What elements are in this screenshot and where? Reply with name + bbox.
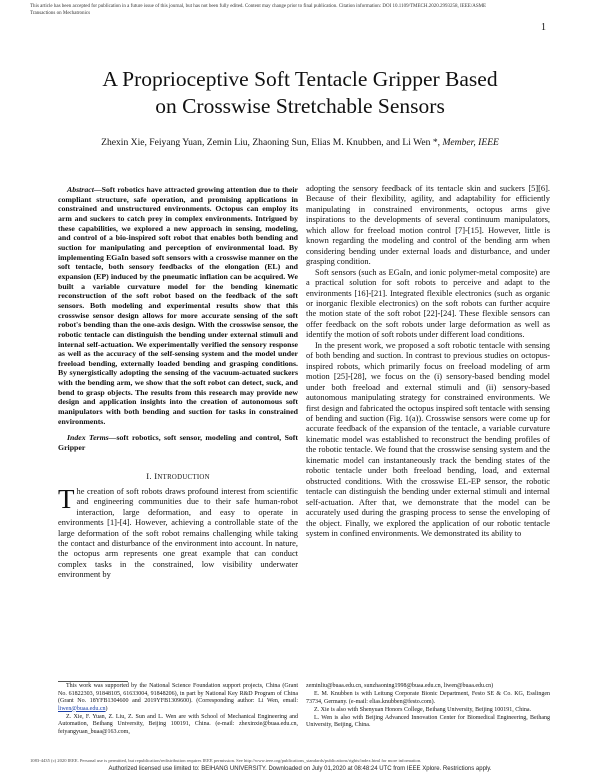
index-terms	[58, 433, 298, 452]
author-names: Zhexin Xie, Feiyang Yuan, Zemin Liu, Zhaoning Sun, Elias M. Knubben, and Li Wen *,	[101, 137, 441, 148]
index-terms-label: Index Terms	[67, 433, 109, 443]
intro-paragraph-1-text: he creation of soft robots draws profound interest from scientific and engineering communities due to their safe human-robot interaction, large deformation, and easy to operate in environments [1]-[4]. However, achieving a controllable state of the large deformation of the soft robot remains challenging while taking the contact and disturbance of the environment into account. In nature, the octopus arm represents one great example that can conduct complex tasks in the constrained, low visibility underwater environment by	[58, 486, 298, 580]
title-line2: on Crosswise Stretchable Sensors	[155, 94, 445, 118]
index-terms-text: —soft robotics, soft sensor, modeling and control, Soft Gripper	[58, 433, 298, 453]
author-membership: Member, IEEE	[442, 137, 499, 148]
abstract-label: Abstract	[67, 185, 94, 194]
drop-cap: T	[58, 483, 75, 514]
footnote-affiliation-2: E. M. Knubben is with Leitung Corporate Bionic Department, Festo SE & Co. KG, Esslingen 73734, Germany. (e-mail: elias.knubben@festo.com).	[306, 691, 550, 705]
section-heading-numeral: I. I	[146, 470, 158, 481]
footnote-rule	[58, 681, 128, 682]
corresponding-email-link[interactable]: liwen@buaa.edu.cn	[58, 705, 106, 712]
abstract	[58, 185, 298, 426]
intro-paragraph-3: In the present work, we proposed a soft robotic tentacle with sensing of both bending and suction. In contrast to previous studies on octopus-inspired robots, which primarily focus on freeload modeling of arm motion [25]-[28], we focus on the (i) sensory-based bending model under both freeload and external stimuli and (ii) sensory-based autonomous manipulating strategy for constrained environments. We first design and fabricated the octopus inspired soft tentacle with sensing of bending and suction (Fig. 1(a)). Crosswise sensors were come up for accurate feedback of the expansion of the tentacle, a variable curvature kinematic model was established to reconstruct the bending profiles of the robotic tentacle. We found that the crosswise sensing system and the kinematic model can instantaneously track the bending states of the robotic tentacle under both freeload bending, load, and external obstructed conditions. With the crosswise EL-EP sensor, the robotic tentacle can distinguish the bending under external stimuli and internal self-actuation. After that, we demonstrate that the model can be accurately used during the grasping process to sense the enveloping of the object. Finally, we explored the application of our robotic tentacle system in confined environments. We demonstrated its ability to	[306, 340, 550, 538]
footnotes-right	[306, 683, 550, 730]
section-heading-introduction	[58, 471, 298, 481]
right-column	[306, 184, 550, 539]
footnote-funding-text: This work was supported by the National Science Foundation support projects, China (Grant No. 61822303, 91848105, 61633004, 91848206), in part by National Key R&D Program of China (Grant No. 18YFB1304600 and 2019YFB1309600). (Corresponding author: Li Wen, email:	[58, 683, 298, 704]
intro-paragraph-1-continued: adopting the sensory feedback of its tentacle skin and suckers [5][6]. Because of their flexibility, agility, and adaptability for efficiently manipulating in constrained environments, octopus arms give inspirations to the developments of several continuum manipulators, which allow for freeload motion control [7]-[15]. However, little is known regarding the modeling and control of the bending arm when considering bending under external loads and disturbance, and under grasping condition.	[306, 184, 550, 267]
intro-paragraph-2: Soft sensors (such as EGaIn, and ionic polymer-metal composite) are a practical solution for soft robots to perceive and adapt to the environments [16]-[21]. Integrated flexible electronics (such as organic or inorganic flexible electronics) on the soft robots can further acquire the motion state of the soft robot [22]-[24]. These flexible sensors can offer feedback on the soft robots under large deformation as well as identify the motion of soft robots under different load conditions.	[306, 267, 550, 340]
footnote-funding	[58, 683, 298, 713]
header-note-line1: This article has been accepted for publication in a future issue of this journal, but has not been fully edited. Content may change prior to final publication. Citation information: DOI 10.1109/TMECH.2020.2993258, IEEE/ASME	[30, 4, 487, 9]
footnote-funding-end: )	[105, 705, 108, 712]
footnote-affiliation-3: Z. Xie is also with Shenyuan Honors College, Beihang University, Beijing 100191, China.	[314, 706, 532, 713]
copyright-note: 1083-4435 (c) 2020 IEEE. Personal use is permitted, but republication/redistribution requires IEEE permission. See http://www.ieee.org/publications_standards/publications/rights/index.html for more information.	[30, 758, 422, 763]
footnotes-left	[58, 683, 298, 737]
footnote-affiliation-1: Z. Xie, F. Yuan, Z. Liu, Z. Sun and L. Wen are with School of Mechanical Engineering and Automation, Beihang University, Beijing 100191, China. (e-mail: zhexinxie@buaa.edu.cn, feiyangyuan_buaa@163.com,	[58, 713, 298, 735]
authorized-use-note: Authorized licensed use limited to: BEIHANG UNIVERSITY. Downloaded on July 01,2020 at 08:48:24 UTC from IEEE Xplore. Restrictions apply.	[108, 766, 492, 772]
title-line1: A Proprioceptive Soft Tentacle Gripper Based	[102, 67, 498, 91]
footnote-emails: zeminliu@buaa.edu.cn, sunzhaoning1998@buaa.edu.cn, liwen@buaa.edu.cn)	[306, 683, 494, 689]
left-column	[58, 185, 298, 581]
author-list	[40, 137, 560, 149]
abstract-text: —Soft robotics have attracted growing attention due to their compliant structure, safe operation, and promising applications in constrained and unstructured environments. Octopus can employ its arm and suckers to catch prey in complex environments. Intrigued by these capabilities, we explored a new approach in sensing, modeling, and control of a bio-inspired soft robot that enables both bending and suction for manipulating and perception of environmental load. By implementing EGaIn based soft sensors with a crosswise manner on the soft tentacle, both sensory feedbacks of the elongation (EL) and expansion (EP) induced by the pneumatic inflation can be acquired. We built a variable curvature model for the bending kinematic reconstruction of the soft robot based on the feedback of the soft sensors. Both modeling and experimental results show that this crosswise sensor design allows for more accurate sensing of the soft robot's bending than the one-axis design. With the crosswise sensor, the robotic tentacle can distinguish the bending under external stimuli and internal self-actuation. We experimentally verified the sensory response as well as the accuracy of the self-sensing system and the model under freeload bending, externally loaded bending and grasping conditions. By synergistically adopting the sensing of the vacuum-actuated suckers with the bending arm, we show that the soft robot can detect, suck, and bend to grasp objects. The results from this research may provide new design and application insights into the creation of autonomous soft manipulators with both bending and suction for tasks in constrained environments.	[58, 185, 298, 426]
footnote-affiliation-4: L. Wen is also with Beijing Advanced Innovation Center for Biomedical Engineering, Beihang University, Beijing, China.	[306, 714, 550, 728]
journal-header-note	[30, 3, 570, 17]
intro-paragraph-1	[58, 483, 298, 581]
paper-title	[40, 66, 560, 120]
section-heading-rest: NTRODUCTION	[157, 473, 210, 481]
header-note-line2: Transactions on Mechatronics	[30, 11, 91, 16]
page-number: 1	[541, 22, 546, 33]
